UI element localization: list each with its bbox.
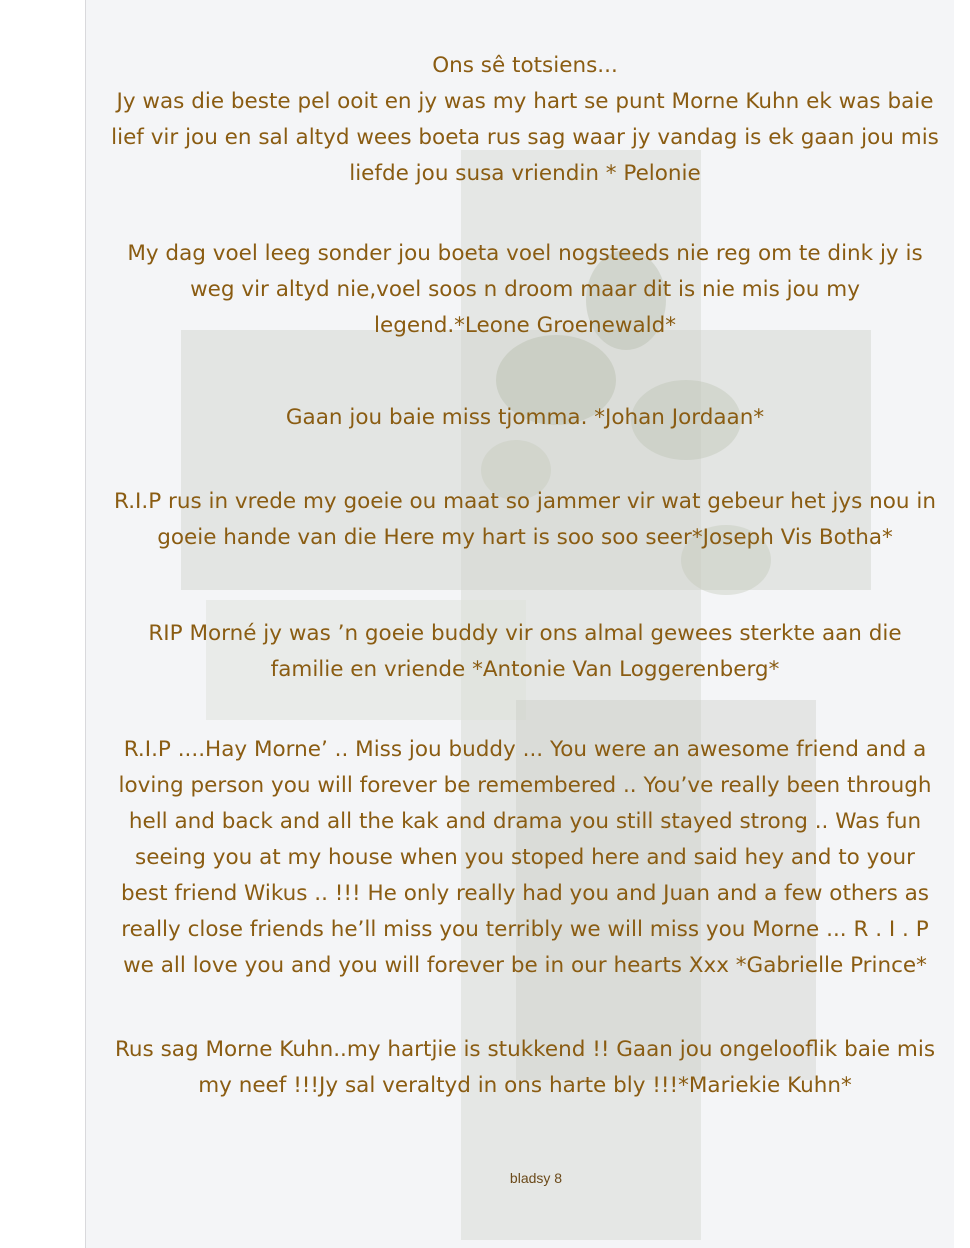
tribute-message: Rus sag Morne Kuhn..my hartjie is stukkend !! Gaan jou ongelooflik baie mis my neef !!!Jy sal veraltyd in ons harte bly !!!*Mariekie Kuhn*	[114, 1037, 936, 1098]
page-right-edge	[954, 0, 970, 1248]
tribute-message: Gaan jou baie miss tjomma. *Johan Jordaan*	[285, 405, 765, 430]
tribute-message: R.I.P ....Hay Morne’ .. Miss jou buddy ... You were an awesome friend and a loving person you will forever be remembered .. You’ve really been through hell and back and all the kak and drama you still stayed strong .. Was fun seeing you at my house when you stoped here and said hey and to your best friend Wikus .. !!! He only really had you and Juan and a few others as really close friends he’ll miss you terribly we will miss you Morne ... R . I . P we all love you and you will forever be in our hearts Xxx *Gabrielle Prince*	[118, 737, 932, 978]
page-binding-edge	[0, 0, 86, 1248]
page-number: bladsy 8	[509, 1170, 563, 1186]
tribute-message: R.I.P rus in vrede my goeie ou maat so jammer vir wat gebeur het jys nou in goeie hande van die Here my hart is soo soo seer*Joseph Vis Botha*	[114, 489, 936, 550]
tribute-message: My dag voel leeg sonder jou boeta voel nogsteeds nie reg om te dink jy is weg vir altyd nie,voel soos n droom maar dit is nie mis jou my legend.*Leone Groenewald*	[127, 241, 923, 338]
tributes-column	[110, 48, 940, 1104]
page-heading: Ons sê totsiens...	[432, 53, 618, 78]
tribute-message: Jy was die beste pel ooit en jy was my hart se punt Morne Kuhn ek was baie lief vir jou en sal altyd wees boeta rus sag waar jy vandag is ek gaan jou mis liefde jou susa vriendin * Pelonie	[111, 89, 939, 186]
tribute-message: RIP Morné jy was ’n goeie buddy vir ons almal gewees sterkte aan die familie en vriende *Antonie Van Loggerenberg*	[148, 621, 902, 682]
